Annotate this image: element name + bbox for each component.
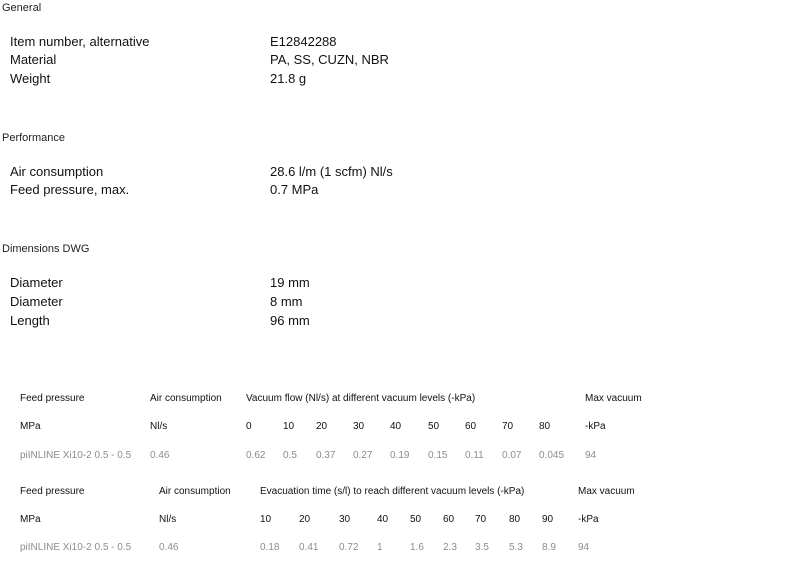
table-header: Feed pressure <box>20 393 85 404</box>
section-title-performance: Performance <box>2 132 65 144</box>
table-unit: 80 <box>539 421 551 432</box>
table-cell: 0.37 <box>316 450 336 461</box>
table-header: Evacuation time (s/l) to reach different vacuum levels (-kPa) <box>260 486 525 497</box>
table-cell: 0.15 <box>428 450 448 461</box>
table-cell: 0.18 <box>260 542 280 553</box>
spec-label: Diameter <box>10 294 63 309</box>
table-unit: 20 <box>299 514 311 525</box>
table-unit: 10 <box>283 421 295 432</box>
table-unit: 60 <box>465 421 477 432</box>
table-unit: 50 <box>428 421 440 432</box>
table-cell: 0.46 <box>150 450 170 461</box>
table-unit: 30 <box>353 421 365 432</box>
table-cell: 0.27 <box>353 450 373 461</box>
table-unit: 40 <box>377 514 389 525</box>
table-unit: Nl/s <box>150 421 168 432</box>
table-cell: 1 <box>377 542 383 553</box>
spec-label: Feed pressure, max. <box>10 182 130 197</box>
table-header: Max vacuum <box>578 486 635 497</box>
spec-value: 19 mm <box>270 275 310 290</box>
table-unit: 90 <box>542 514 554 525</box>
table-cell: 0.5 <box>283 450 297 461</box>
table-cell: piINLINE Xi10-2 0.5 - 0.5 <box>20 450 132 461</box>
table-cell: 94 <box>585 450 597 461</box>
spec-label: Item number, alternative <box>10 34 150 49</box>
table-unit: 30 <box>339 514 351 525</box>
table-cell: 0.41 <box>299 542 319 553</box>
table-unit: -kPa <box>578 514 599 525</box>
spec-value: 0.7 MPa <box>270 182 319 197</box>
table-unit: 60 <box>443 514 455 525</box>
spec-label: Diameter <box>10 275 63 290</box>
section-title-general: General <box>2 2 42 14</box>
table-unit: 70 <box>475 514 487 525</box>
spec-label: Air consumption <box>10 164 104 179</box>
table-header: Max vacuum <box>585 393 642 404</box>
table-unit: 0 <box>246 421 252 432</box>
table-cell: 94 <box>578 542 590 553</box>
table-unit: 40 <box>390 421 402 432</box>
table-cell: 3.5 <box>475 542 489 553</box>
table-cell: 0.46 <box>159 542 179 553</box>
spec-value: PA, SS, CUZN, NBR <box>270 52 389 67</box>
table-header: Feed pressure <box>20 486 85 497</box>
table-cell: 5.3 <box>509 542 523 553</box>
table-cell: 2.3 <box>443 542 457 553</box>
table-cell: piINLINE Xi10-2 0.5 - 0.5 <box>20 542 132 553</box>
table-cell: 0.045 <box>539 450 565 461</box>
table-cell: 0.11 <box>465 450 484 461</box>
spec-label: Length <box>10 313 50 328</box>
table-unit: 80 <box>509 514 521 525</box>
table-cell: 0.19 <box>390 450 410 461</box>
spec-label: Weight <box>10 71 51 86</box>
table-header: Vacuum flow (Nl/s) at different vacuum levels (-kPa) <box>246 393 476 404</box>
spec-label: Material <box>10 52 57 67</box>
section-title-dimensions: Dimensions DWG <box>2 243 90 255</box>
spec-value: 21.8 g <box>270 71 307 86</box>
table-unit: -kPa <box>585 421 606 432</box>
table-cell: 1.6 <box>410 542 424 553</box>
table-unit: 20 <box>316 421 328 432</box>
table-cell: 0.72 <box>339 542 359 553</box>
table-unit: MPa <box>20 421 41 432</box>
spec-value: 8 mm <box>270 294 303 309</box>
spec-value: E12842288 <box>270 34 337 49</box>
table-cell: 8.9 <box>542 542 556 553</box>
table-unit: Nl/s <box>159 514 177 525</box>
spec-value: 96 mm <box>270 313 310 328</box>
table-unit: MPa <box>20 514 41 525</box>
table-header: Air consumption <box>150 393 222 404</box>
table-cell: 0.62 <box>246 450 266 461</box>
table-cell: 0.07 <box>502 450 522 461</box>
spec-value: 28.6 l/m (1 scfm) Nl/s <box>270 164 393 179</box>
table-unit: 50 <box>410 514 422 525</box>
table-header: Air consumption <box>159 486 231 497</box>
table-unit: 10 <box>260 514 272 525</box>
table-unit: 70 <box>502 421 514 432</box>
